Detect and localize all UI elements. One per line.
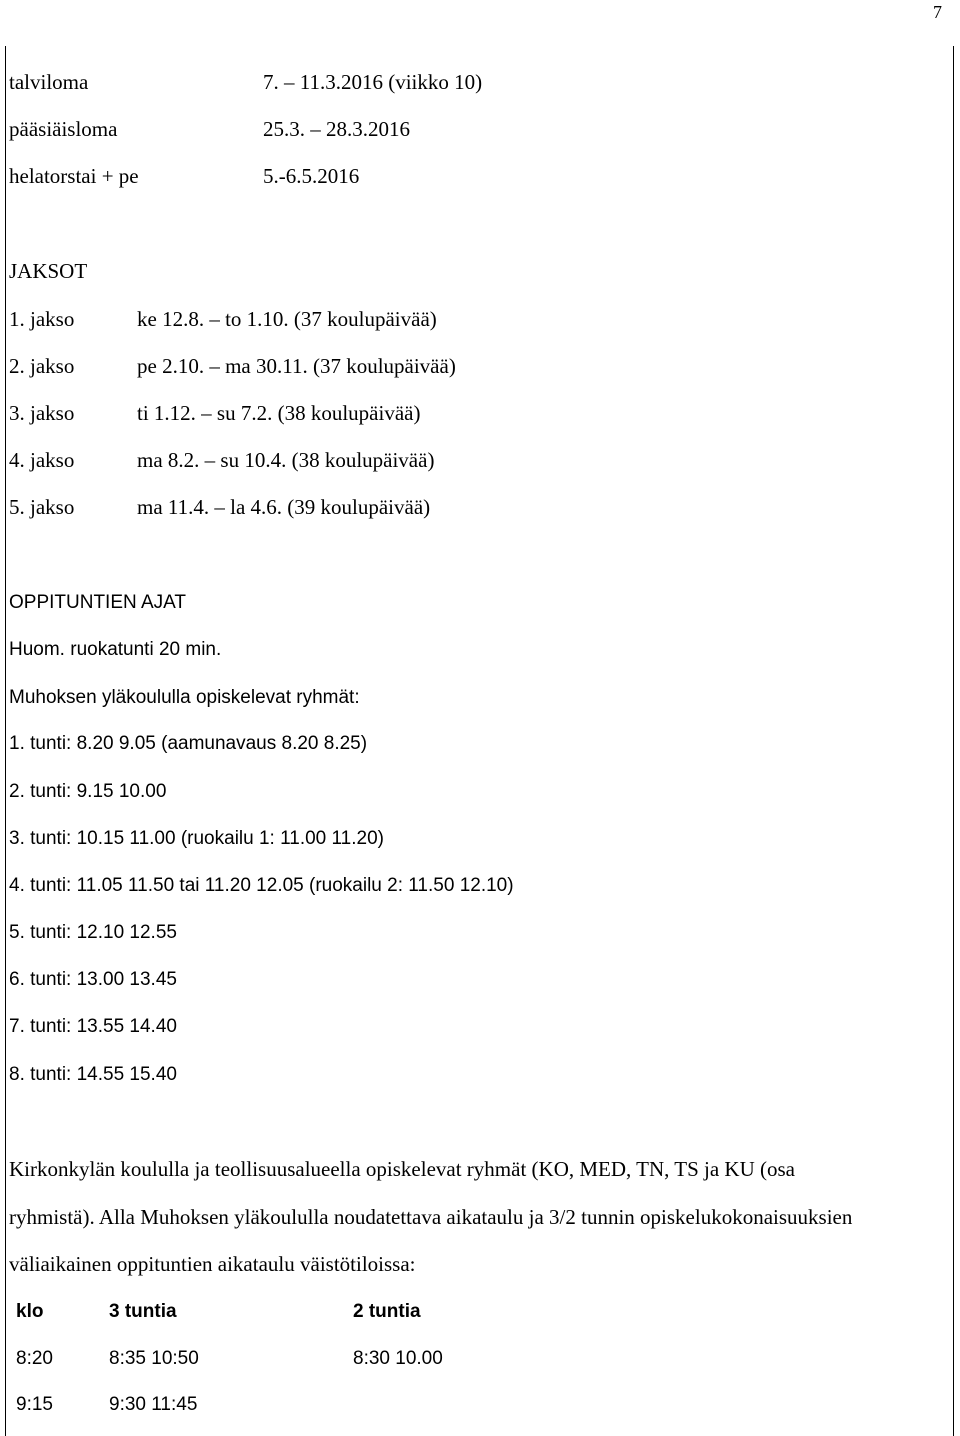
period-label: 1. jakso	[9, 307, 75, 331]
frame-left-border	[5, 46, 6, 1436]
lesson-time: 7. tunti: 13.55 14.40	[9, 1016, 177, 1037]
cell-2-tuntia: 8:30 10.00	[353, 1348, 443, 1369]
header-2-tuntia: 2 tuntia	[353, 1301, 421, 1322]
period-label: 5. jakso	[9, 495, 75, 519]
kirkonkyla-line: ryhmistä). Alla Muhoksen yläkoululla noudatettava aikataulu ja 3/2 tunnin opiskelukokonaisuuksien	[9, 1205, 853, 1229]
period-label: 2. jakso	[9, 354, 75, 378]
holiday-name: pääsiäisloma	[9, 117, 118, 141]
period-dates: ti 1.12. – su 7.2. (38 koulupäivää)	[137, 401, 421, 425]
period-row	[9, 447, 435, 473]
cell-klo: 8:20	[16, 1348, 53, 1369]
lessons-group-title: Muhoksen yläkoululla opiskelevat ryhmät:	[9, 687, 360, 708]
period-label: 3. jakso	[9, 401, 75, 425]
holiday-name: talviloma	[9, 70, 89, 94]
frame-right-border	[953, 46, 954, 1436]
period-dates: ke 12.8. – to 1.10. (37 koulupäivää)	[137, 307, 437, 331]
holiday-name: helatorstai + pe	[9, 164, 139, 188]
holiday-row	[9, 163, 360, 189]
lessons-heading: OPPITUNTIEN AJAT	[9, 592, 187, 613]
period-dates: pe 2.10. – ma 30.11. (37 koulupäivää)	[137, 354, 456, 378]
page-number: 7	[933, 2, 942, 22]
header-klo: klo	[16, 1301, 44, 1322]
holiday-dates: 5.-6.5.2016	[263, 164, 360, 188]
lesson-time: 2. tunti: 9.15 10.00	[9, 781, 167, 802]
lessons-note: Huom. ruokatunti 20 min.	[9, 639, 222, 660]
lesson-time: 4. tunti: 11.05 11.50 tai 11.20 12.05 (ruokailu 2: 11.50 12.10)	[9, 875, 514, 896]
holiday-dates: 25.3. – 28.3.2016	[263, 117, 410, 141]
header-3-tuntia: 3 tuntia	[109, 1301, 177, 1322]
cell-klo: 9:15	[16, 1394, 53, 1415]
periods-heading: JAKSOT	[9, 259, 88, 283]
period-row	[9, 494, 431, 520]
kirkonkyla-line: väliaikainen oppituntien aikataulu väistötiloissa:	[9, 1252, 416, 1276]
period-dates: ma 8.2. – su 10.4. (38 koulupäivää)	[137, 448, 435, 472]
period-label: 4. jakso	[9, 448, 75, 472]
holiday-row	[9, 116, 410, 142]
period-row	[9, 306, 437, 332]
lesson-time: 6. tunti: 13.00 13.45	[9, 969, 177, 990]
period-row	[9, 353, 456, 379]
cell-3-tuntia: 8:35 10:50	[109, 1348, 199, 1369]
lesson-time: 1. tunti: 8.20 9.05 (aamunavaus 8.20 8.25)	[9, 733, 368, 754]
kirkonkyla-line: Kirkonkylän koululla ja teollisuusalueella opiskelevat ryhmät (KO, MED, TN, TS ja KU (osa	[9, 1157, 795, 1181]
period-dates: ma 11.4. – la 4.6. (39 koulupäivää)	[137, 495, 431, 519]
lesson-time: 8. tunti: 14.55 15.40	[9, 1064, 177, 1085]
holiday-row	[9, 69, 483, 95]
cell-3-tuntia: 9:30 11:45	[109, 1394, 198, 1415]
lesson-time: 5. tunti: 12.10 12.55	[9, 922, 177, 943]
period-row	[9, 400, 421, 426]
lesson-time: 3. tunti: 10.15 11.00 (ruokailu 1: 11.00 11.20)	[9, 828, 384, 849]
holiday-dates: 7. – 11.3.2016 (viikko 10)	[263, 70, 483, 94]
